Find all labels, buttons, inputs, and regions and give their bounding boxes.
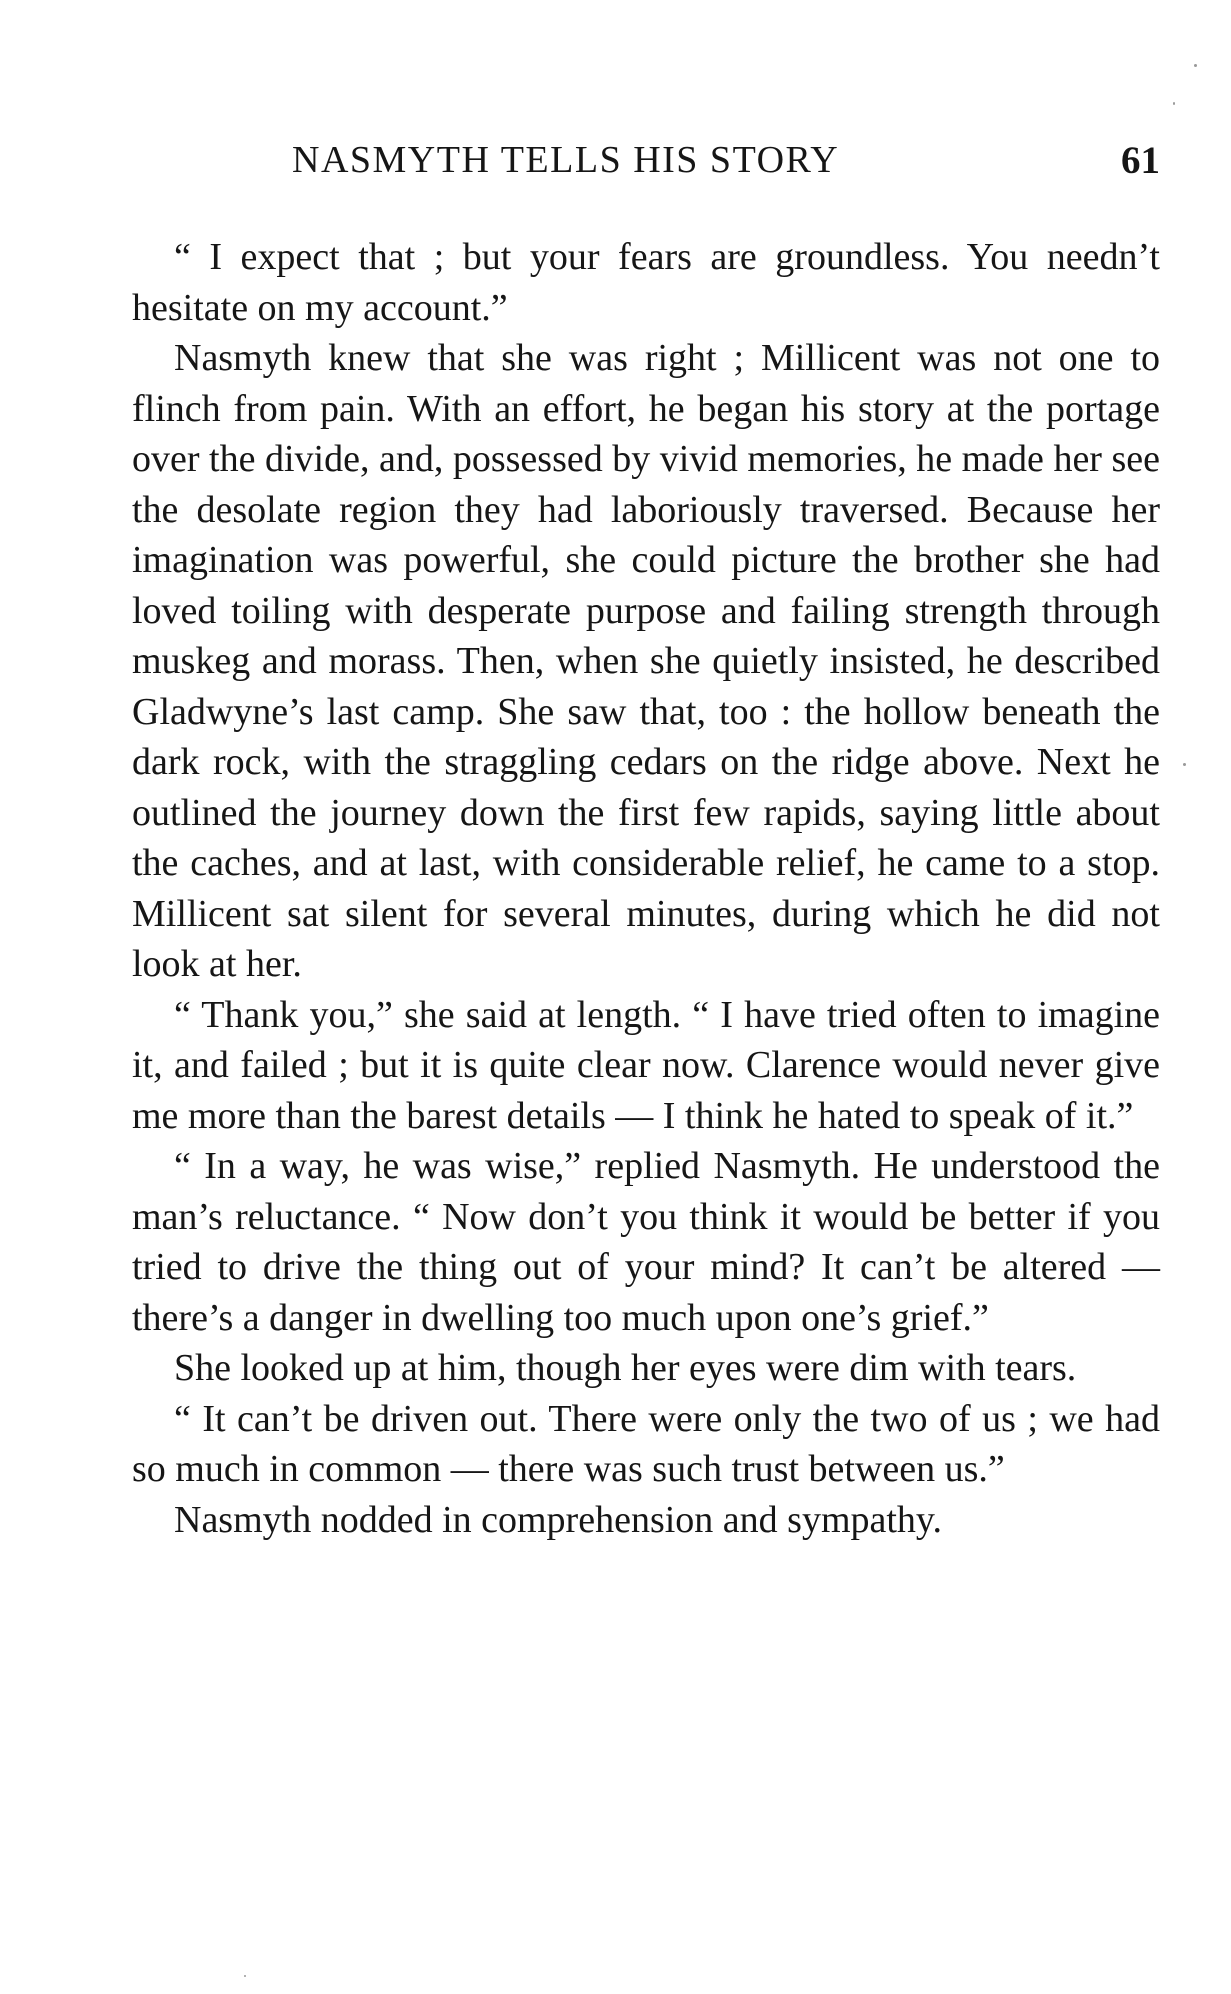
paragraph: “ In a way, he was wise,” replied Nasmyth. He understood the man’s reluctance. “ Now don’t you think it would be better if you tried to drive the thing out of your mind? It can’t be altered — there’s a danger in dwelling too much upon one’s grief.” <box>132 1145 1160 1339</box>
paper-speck <box>1173 102 1175 105</box>
page-header <box>132 138 1160 198</box>
page-number: 61 <box>1121 139 1160 182</box>
paragraph: “ I expect that ; but your fears are groundless. You needn’t hesitate on my account.” <box>132 236 1160 329</box>
paragraph: Nasmyth knew that she was right ; Millicent was not one to flinch from pain. With an effort, he began his story at the portage over the divide, and, possessed by vivid memories, he made her see the desolate region they had laboriously traversed. Because her imagination was powerful, she could picture the brother she had loved toiling with desperate purpose and failing strength through muskeg and morass. Then, when she quietly insisted, he described Gladwyne’s last camp. She saw that, too : the hollow beneath the dark rock, with the straggling cedars on the ridge above. Next he outlined the journey down the first few rapids, saying little about the caches, and at last, with considerable relief, he came to a stop. Millicent sat silent for several minutes, during which he did not look at her. <box>132 337 1160 985</box>
paragraph: “ Thank you,” she said at length. “ I have tried often to imagine it, and failed ; but it is quite clear now. Clarence would never give me more than the barest details — I think he hated to speak of it.” <box>132 993 1160 1137</box>
paper-speck <box>1183 763 1186 766</box>
paragraph: She looked up at him, though her eyes were dim with tears. <box>174 1347 1077 1389</box>
paragraph: Nasmyth nodded in comprehension and sympathy. <box>174 1498 942 1541</box>
paragraph: “ It can’t be driven out. There were only the two of us ; we had so much in common — there was such trust between us.” <box>132 1397 1160 1490</box>
paper-speck <box>1194 64 1197 67</box>
paper-speck <box>244 1975 246 1977</box>
running-title: NASMYTH TELLS HIS STORY <box>292 139 840 181</box>
text-body <box>132 232 1160 1545</box>
